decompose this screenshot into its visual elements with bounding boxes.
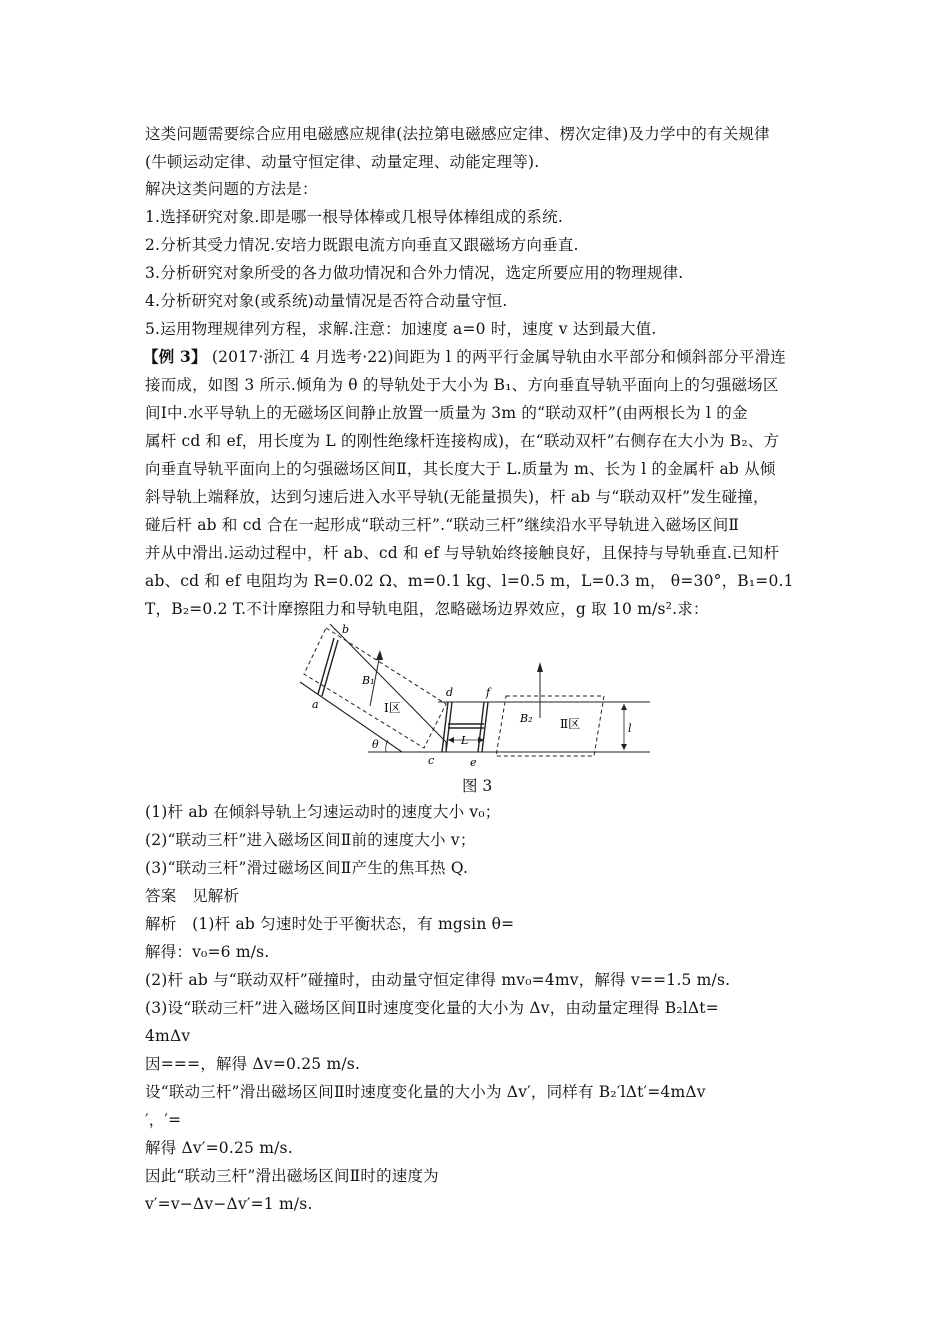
answer-line: 答案 见解析 — [145, 887, 240, 905]
intro-line-1: 这类问题需要综合应用电磁感应规律(法拉第电磁感应定律、楞次定律)及力学中的有关规律 — [145, 125, 770, 143]
question-3: (3)“联动三杆”滑过磁场区间Ⅱ产生的焦耳热 Q. — [145, 859, 469, 877]
rails-diagram — [298, 624, 658, 774]
label-L: L — [461, 734, 469, 747]
label-zone-1: Ⅰ区 — [384, 701, 401, 715]
label-theta: θ — [372, 738, 379, 751]
label-B1: B₁ — [362, 674, 375, 687]
example-line-9: ab、cd 和 ef 电阻均为 R=0.02 Ω、m=0.1 kg、l=0.5 m，L=0.3 m， θ=30°，B₁=0.1 — [145, 572, 794, 590]
method-item-1: 1.选择研究对象.即是哪一根导体棒或几根导体棒组成的系统. — [145, 208, 563, 226]
label-e: e — [470, 756, 477, 769]
solution-line-7: 设“联动三杆”滑出磁场区间Ⅱ时速度变化量的大小为 Δv′，同样有 B₂′lΔt′=4mΔv — [145, 1083, 706, 1101]
example-tag: 【例 3】 — [143, 347, 207, 366]
example-line-8: 并从中滑出.运动过程中，杆 ab、cd 和 ef 与导轨始终接触良好，且保持与导轨垂直.已知杆 — [145, 544, 780, 562]
example-line-3: 间Ⅰ中.水平导轨上的无磁场区间静止放置一质量为 3m 的“联动双杆”(由两根长为 l 的金 — [145, 404, 748, 422]
solution-line-8: ′，′= — [145, 1111, 182, 1129]
solution-line-1: 解析 (1)杆 ab 匀速时处于平衡状态，有 mgsin θ= — [145, 915, 515, 933]
example-first-line — [143, 345, 823, 369]
figure-caption: 图 3 — [462, 777, 493, 795]
example-line-7: 碰后杆 ab 和 cd 合在一起形成“联动三杆”.“联动三杆”继续沿水平导轨进入磁场区间Ⅱ — [145, 516, 740, 534]
intro-line-2: (牛顿运动定律、动量守恒定律、动量定理、动能定理等). — [145, 153, 540, 171]
method-item-5: 5.运用物理规律列方程，求解.注意：加速度 a=0 时，速度 v 达到最大值. — [145, 320, 657, 338]
question-2: (2)“联动三杆”进入磁场区间Ⅱ前的速度大小 v； — [145, 831, 476, 849]
solution-line-2: 解得：v₀=6 m/s. — [145, 943, 270, 961]
question-1: (1)杆 ab 在倾斜导轨上匀速运动时的速度大小 v₀； — [145, 803, 501, 821]
example-line-1: (2017·浙江 4 月选考·22)间距为 l 的两平行金属导轨由水平部分和倾斜部分平滑连 — [211, 348, 786, 366]
example-line-2: 接而成，如图 3 所示.倾角为 θ 的导轨处于大小为 B₁、方向垂直导轨平面向上的匀强磁场区 — [145, 376, 779, 394]
label-f: f — [486, 686, 491, 699]
solution-line-9: 解得 Δv′=0.25 m/s. — [145, 1139, 293, 1157]
solution-line-6: 因===，解得 Δv=0.25 m/s. — [145, 1055, 361, 1073]
method-title: 解决这类问题的方法是： — [145, 180, 318, 198]
label-a: a — [312, 698, 319, 711]
example-line-6: 斜导轨上端释放，达到匀速后进入水平导轨(无能量损失)，杆 ab 与“联动双杆”发生碰撞， — [145, 488, 769, 506]
solution-line-10: 因此“联动三杆”滑出磁场区间Ⅱ时的速度为 — [145, 1167, 439, 1185]
label-l: l — [628, 722, 632, 735]
method-item-2: 2.分析其受力情况.安培力既跟电流方向垂直又跟磁场方向垂直. — [145, 236, 579, 254]
example-line-10: T，B₂=0.2 T.不计摩擦阻力和导轨电阻，忽略磁场边界效应，g 取 10 m/s².求： — [145, 600, 709, 618]
label-B2: B₂ — [520, 712, 533, 725]
solution-line-4: (3)设“联动三杆”进入磁场区间Ⅱ时速度变化量的大小为 Δv，由动量定理得 B₂lΔt= — [145, 999, 719, 1017]
label-c: c — [428, 754, 435, 767]
label-d: d — [446, 686, 454, 699]
method-item-4: 4.分析研究对象(或系统)动量情况是否符合动量守恒. — [145, 292, 508, 310]
solution-line-3: (2)杆 ab 与“联动双杆”碰撞时，由动量守恒定律得 mv₀=4mv，解得 v==1.5 m/s. — [145, 971, 731, 989]
solution-line-11: v′=v−Δv−Δv′=1 m/s. — [145, 1195, 313, 1213]
example-line-5: 向垂直导轨平面向上的匀强磁场区间Ⅱ，其长度大于 L.质量为 m、长为 l 的金属杆 ab 从倾 — [145, 460, 776, 478]
label-b: b — [342, 624, 350, 636]
solution-line-5: 4mΔv — [145, 1027, 191, 1045]
label-zone-2: Ⅱ区 — [560, 717, 581, 731]
example-line-4: 属杆 cd 和 ef，用长度为 L 的刚性绝缘杆连接构成)，在“联动双杆”右侧存在大小为 B₂、方 — [145, 432, 780, 450]
method-item-3: 3.分析研究对象所受的各力做功情况和合外力情况，选定所要应用的物理规律. — [145, 264, 684, 282]
